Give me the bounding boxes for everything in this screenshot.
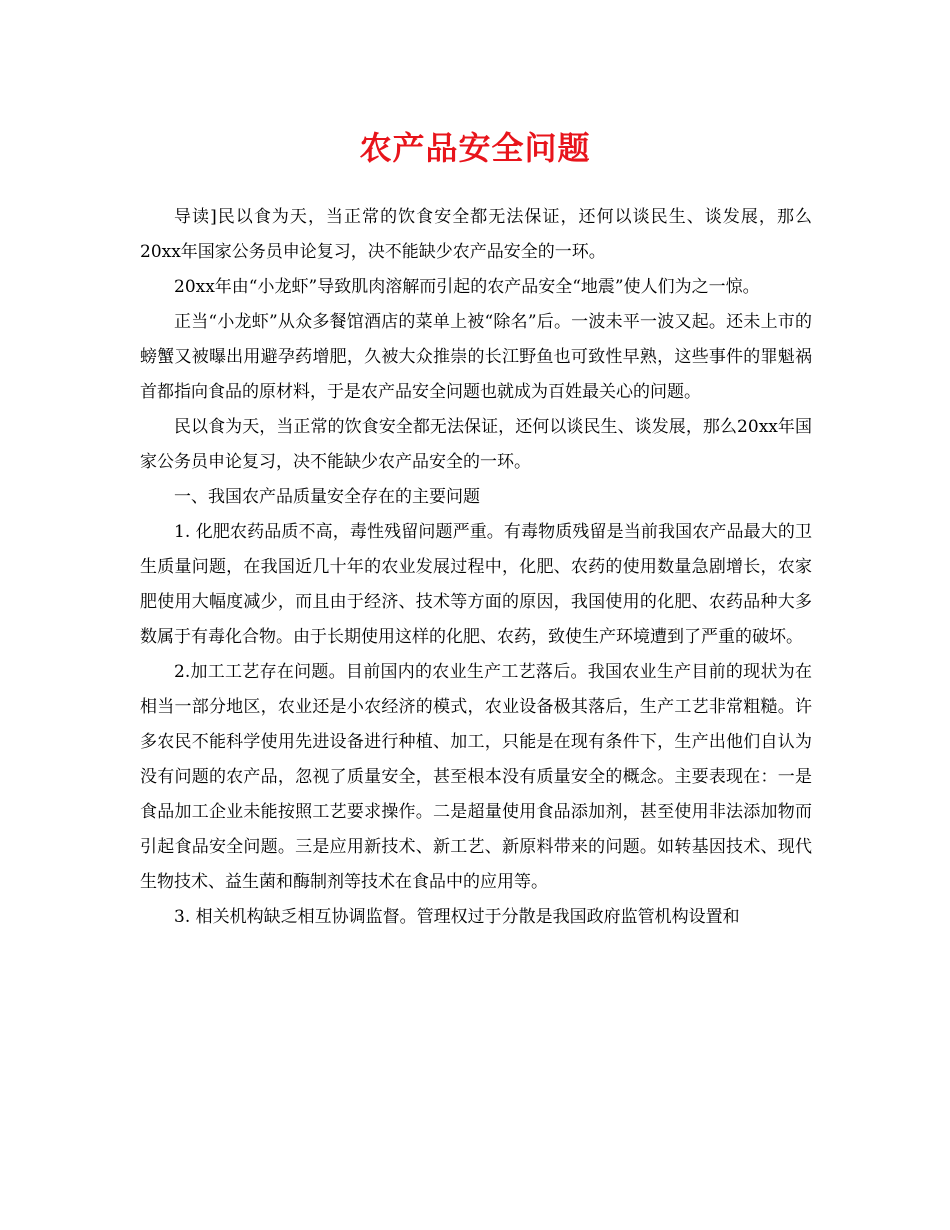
paragraph-intro: 导读]民以食为天，当正常的饮食安全都无法保证，还何以谈民生、谈发展，那么20xx年国家公务员申论复习，决不能缺少农产品安全的一环。 (140, 207, 812, 262)
paragraph-item-3-supervision: 3. 相关机构缺乏相互协调监督。管理权过于分散是我国政府监管机构设置和 (174, 907, 740, 927)
paragraph-food-incidents: 正当“小龙虾”从众多餐馆酒店的菜单上被“除名”后。一波未平一波又起。还未上市的螃蟹又被曝出用避孕药增肥，久被大众推崇的长江野鱼也可致性早熟，这些事件的罪魁祸首都指向食品的原材料，于是农产品安全问题也就成为百姓最关心的问题。 (140, 312, 812, 402)
paragraph-food-security: 民以食为天，当正常的饮食安全都无法保证，还何以谈民生、谈发展，那么20xx年国家公务员申论复习，决不能缺少农产品安全的一环。 (140, 417, 812, 472)
paragraph-crayfish-event: 20xx年由“小龙虾”导致肌肉溶解而引起的农产品安全“地震”使人们为之一惊。 (174, 277, 760, 297)
paragraph-item-2-processing: 2.加工工艺存在问题。目前国内的农业生产工艺落后。我国农业生产目前的现状为在相当一部分地区，农业还是小农经济的模式，农业设备极其落后，生产工艺非常粗糙。许多农民不能科学使用先进设备进行种植、加工，只能是在现有条件下，生产出他们自认为没有问题的农产品，忽视了质量安全，甚至根本没有质量安全的概念。主要表现在：一是食品加工企业未能按照工艺要求操作。二是超量使用食品添加剂，甚至使用非法添加物而引起食品安全问题。三是应用新技术、新工艺、新原料带来的问题。如转基因技术、现代生物技术、益生菌和酶制剂等技术在食品中的应用等。 (140, 662, 812, 892)
paragraph-item-1-fertilizer: 1. 化肥农药品质不高，毒性残留问题严重。有毒物质残留是当前我国农产品最大的卫生质量问题，在我国近几十年的农业发展过程中，化肥、农药的使用数量急剧增长，农家肥使用大幅度减少，而且由于经济、技术等方面的原因，我国使用的化肥、农药品种大多数属于有毒化合物。由于长期使用这样的化肥、农药，致使生产环境遭到了严重的破坏。 (140, 522, 812, 647)
document-body (140, 200, 812, 935)
section-heading-main-problems: 一、我国农产品质量安全存在的主要问题 (174, 487, 480, 507)
document-title: 农产品安全问题 (359, 129, 591, 167)
